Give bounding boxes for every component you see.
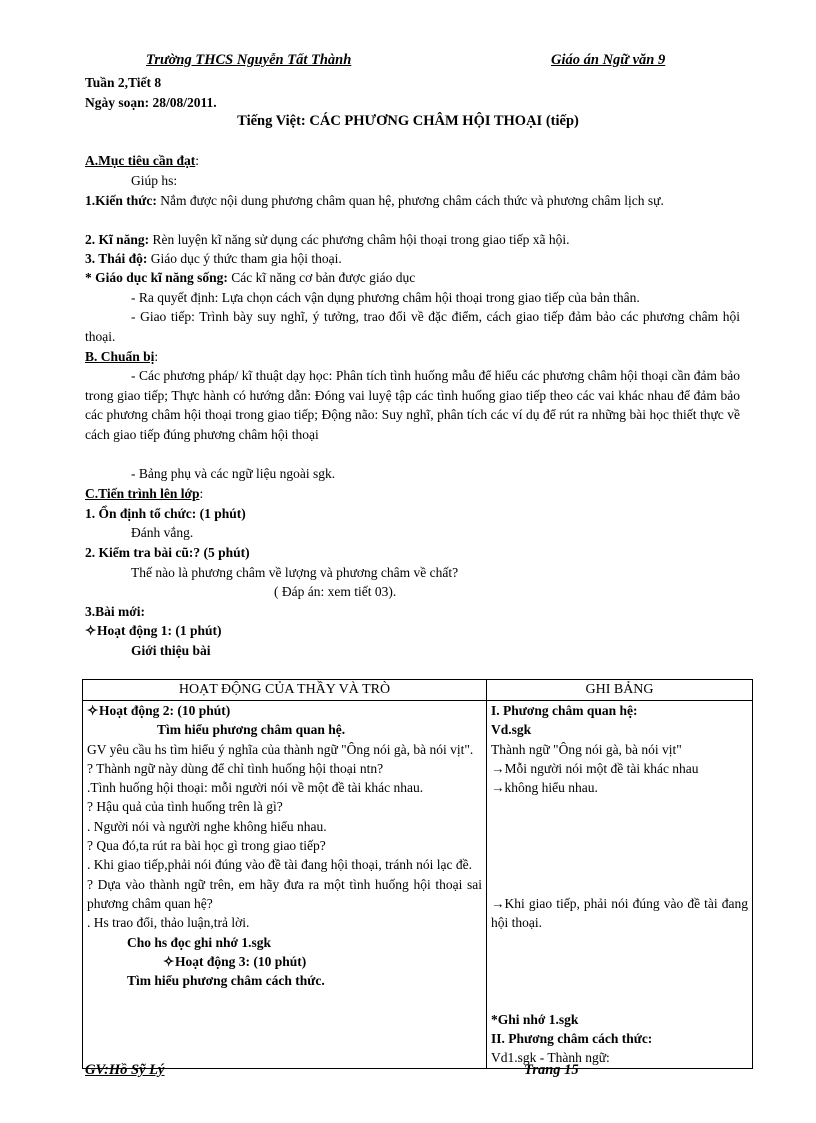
board-line: →không hiểu nhau. xyxy=(491,780,598,796)
life-skills-label: * Giáo dục kĩ năng sống: xyxy=(85,270,228,285)
activity2-topic: Tìm hiểu phương châm quan hệ. xyxy=(157,722,346,738)
knowledge-item xyxy=(85,191,740,211)
activity-line: . Hs trao đổi, thảo luận,trả lời. xyxy=(87,915,250,931)
four-point-star-icon: ✧ xyxy=(163,953,175,969)
activity3-heading xyxy=(87,952,482,971)
activity-line: ? Qua đó,ta rút ra bài học gì trong giao tiếp? xyxy=(87,838,326,854)
life-skills-item xyxy=(85,268,745,287)
activity2-heading xyxy=(87,701,482,720)
preparation-methods: - Các phương pháp/ kĩ thuật dạy học: Phân tích tình huống mẫu để hiểu các phương châm hội thoại cần đảm bảo trong giao tiếp; Thực hành có hướng dẫn: Đóng vai luyệ tập các tình huống giao tiếp theo các vai khác nhau để đảm bảo các phương châm hội thoại trong giao tiếp; Động não: Suy nghĩ, phân tích các ví dụ để rút ra những bài học thiết thực về cách giao tiếp đúng phương châm hội thoại xyxy=(85,368,740,442)
board-line: →Mỗi người nói một đề tài khác nhau xyxy=(491,760,699,776)
objectives-heading xyxy=(85,151,745,170)
spacer xyxy=(491,817,748,836)
spacer xyxy=(491,797,748,816)
skills-text: Rèn luyện kĩ năng sử dụng các phương châm hội thoại trong giao tiếp xã hội. xyxy=(152,232,570,247)
activity1-text: Giới thiệu bài xyxy=(131,643,211,658)
preparation-heading xyxy=(85,347,745,366)
objectives-intro: Giúp hs: xyxy=(131,173,178,188)
step2-answer: ( Đáp án: xem tiết 03). xyxy=(274,584,397,599)
life-skills-text: Các kĩ năng cơ bản được giáo dục xyxy=(231,270,416,285)
activity-line: ? Hậu quả của tình huống trên là gì? xyxy=(87,799,283,815)
board-line: Vd1.sgk - Thành ngữ: xyxy=(491,1050,610,1066)
activity3-topic: Tìm hiểu phương châm cách thức. xyxy=(127,973,325,989)
spacer xyxy=(491,971,748,990)
col-board-header: GHI BẢNG xyxy=(487,680,753,701)
activity-line: .Tình huống hội thoại: mỗi người nói về một đề tài khác nhau. xyxy=(87,780,424,796)
teacher-name: GV:Hồ Sỹ Lý xyxy=(85,1062,165,1078)
activity-line: Cho hs đọc ghi nhớ 1.sgk xyxy=(127,934,272,950)
four-point-star-icon: ✧ xyxy=(85,623,97,638)
board-cell xyxy=(487,701,753,1069)
step2-heading: 2. Kiểm tra bài cũ:? (5 phút) xyxy=(85,545,250,560)
process-heading xyxy=(85,484,745,503)
activity-line: GV yêu cầu hs tìm hiểu ý nghĩa của thành ngữ "Ông nói gà, bà nói vịt". xyxy=(87,741,474,757)
spacer xyxy=(491,952,748,971)
board-line: Thành ngữ "Ông nói gà, bà nói vịt" xyxy=(491,741,682,757)
spacer xyxy=(491,875,748,894)
activity-line: . Khi giao tiếp,phải nói đúng vào đề tài đang hội thoại, tránh nói lạc đề. xyxy=(87,857,473,873)
knowledge-label: 1.Kiến thức: xyxy=(85,193,157,208)
board-heading-2: II. Phương châm cách thức: xyxy=(491,1031,653,1047)
table-row xyxy=(83,701,753,1069)
skills-label: 2. Kĩ năng: xyxy=(85,232,150,247)
step3-heading: 3.Bài mới: xyxy=(85,604,145,619)
page-number: Trang 15 xyxy=(524,1062,579,1078)
subject-title: Giáo án Ngữ văn 9 xyxy=(551,52,666,68)
activity2-label: Hoạt động 2: (10 phút) xyxy=(99,703,231,718)
activities-cell xyxy=(83,701,487,1069)
table-header-row xyxy=(83,680,753,701)
preparation-heading-text: B. Chuẩn bị xyxy=(85,349,155,364)
skills-item xyxy=(85,230,745,249)
prep-date: Ngày soạn: 28/08/2011. xyxy=(85,95,217,110)
activity1-heading xyxy=(85,621,745,640)
objectives-heading-colon: : xyxy=(195,153,200,168)
spacer xyxy=(491,855,748,874)
objectives-heading-text: A.Mục tiêu cần đạt xyxy=(85,153,196,168)
week-info: Tuần 2,Tiết 8 xyxy=(85,75,162,90)
step1-text: Đánh vắng. xyxy=(131,525,194,540)
process-heading-text: C.Tiến trình lên lớp xyxy=(85,486,200,501)
knowledge-text: Nắm được nội dung phương châm quan hệ, phương châm cách thức và phương châm lịch sự. xyxy=(160,193,664,208)
four-point-star-icon: ✧ xyxy=(87,703,99,718)
process-heading-colon: : xyxy=(199,486,204,501)
step2-question: Thế nào là phương châm về lượng và phương châm về chất? xyxy=(131,565,459,580)
attitude-label: 3. Thái độ: xyxy=(85,251,148,266)
col-activities-header: HOẠT ĐỘNG CỦA THẦY VÀ TRÒ xyxy=(83,680,487,701)
preparation-heading-colon: : xyxy=(154,349,159,364)
board-note: *Ghi nhớ 1.sgk xyxy=(491,1011,579,1027)
activity-line: . Người nói và người nghe không hiểu nhau. xyxy=(87,818,327,834)
board-example: Vd.sgk xyxy=(491,722,532,738)
spacer xyxy=(491,836,748,855)
activity-line: ? Thành ngữ này dùng để chỉ tình huống hội thoại ntn? xyxy=(87,760,384,776)
activity1-label: Hoạt động 1: (1 phút) xyxy=(97,623,222,638)
school-name: Trường THCS Nguyễn Tất Thành xyxy=(146,52,352,68)
preparation-materials: - Bảng phụ và các ngữ liệu ngoài sgk. xyxy=(131,466,336,481)
attitude-item xyxy=(85,249,745,268)
step1-heading: 1. Ổn định tổ chức: (1 phút) xyxy=(85,506,246,521)
communication-skill: - Giao tiếp: Trình bày suy nghĩ, ý tưởng, trao đổi về đặc điểm, cách giao tiếp đảm bảo các phương châm hội thoại. xyxy=(85,309,740,344)
activity-line: ? Dựa vào thành ngữ trên, em hãy đưa ra một tình huống hội thoại sai phương châm quan hệ? xyxy=(87,876,482,911)
spacer xyxy=(491,933,748,952)
attitude-text: Giáo dục ý thức tham gia hội thoại. xyxy=(150,251,342,266)
board-heading-1: I. Phương châm quan hệ: xyxy=(491,703,638,718)
activity-table xyxy=(82,679,753,1069)
board-line: →Khi giao tiếp, phải nói đúng vào đề tài đang hội thoại. xyxy=(491,895,748,931)
spacer xyxy=(491,990,748,1009)
decision-skill: - Ra quyết định: Lựa chọn cách vận dụng phương châm hội thoại trong giao tiếp của bản thân. xyxy=(131,290,640,305)
page-title: Tiếng Việt: CÁC PHƯƠNG CHÂM HỘI THOẠI (tiếp) xyxy=(237,113,579,129)
activity3-label: Hoạt động 3: (10 phút) xyxy=(175,953,307,969)
